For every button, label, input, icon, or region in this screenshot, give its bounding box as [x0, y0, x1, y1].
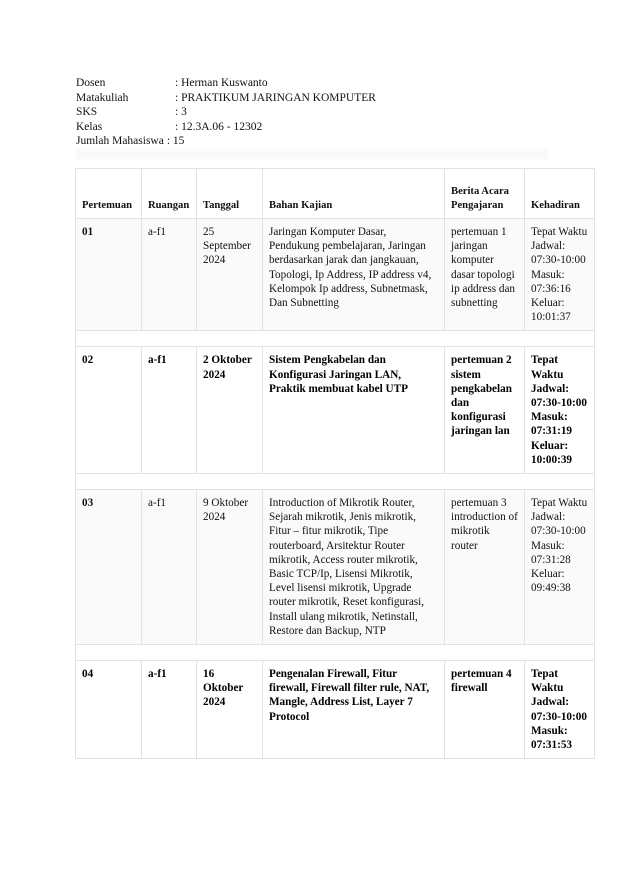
cell-ruangan: a-f1	[142, 661, 197, 759]
dosen-label: Dosen	[76, 77, 106, 89]
table-row	[76, 490, 595, 645]
matakuliah-value: : PRAKTIKUM JARINGAN KOMPUTER	[175, 91, 376, 104]
kelas-value: : 12.3A.06 - 12302	[175, 120, 263, 133]
cell-tanggal: 9 Oktober 2024	[197, 490, 263, 645]
col-header-kehadiran: Kehadiran	[525, 169, 595, 219]
sks-value: : 3	[175, 106, 187, 118]
info-row-matakuliah	[76, 91, 376, 106]
cell-ruangan: a-f1	[142, 347, 197, 474]
cell-tanggal: 2 Oktober 2024	[197, 347, 263, 474]
jumlah-value: : 15	[166, 135, 185, 147]
col-header-bahan-kajian: Bahan Kajian	[263, 169, 445, 219]
row-spacer	[76, 331, 595, 347]
cell-kehadiran: Tepat Waktu Jadwal: 07:30-10:00 Masuk: 07:36:16 Keluar: 10:01:37	[525, 219, 595, 331]
kelas-label: Kelas	[76, 120, 103, 133]
row-spacer-cell	[76, 331, 595, 347]
info-row-sks	[76, 105, 376, 120]
row-spacer	[76, 645, 595, 661]
cell-pertemuan: 03	[76, 490, 142, 645]
jumlah-label: Jumlah Mahasiswa	[76, 135, 164, 147]
cell-ruangan: a-f1	[142, 219, 197, 331]
cell-bahan-kajian: Sistem Pengkabelan dan Konfigurasi Jaringan LAN, Praktik membuat kabel UTP	[263, 347, 445, 474]
sks-label: SKS	[76, 106, 98, 118]
cell-kehadiran: Tepat Waktu Jadwal: 07:30-10:00 Masuk: 07:31:28 Keluar: 09:49:38	[525, 490, 595, 645]
col-header-tanggal: Tanggal	[197, 169, 263, 219]
dosen-value: : Herman Kuswanto	[175, 77, 268, 89]
info-row-dosen	[76, 76, 376, 91]
cell-pertemuan: 02	[76, 347, 142, 474]
col-header-pertemuan: Pertemuan	[76, 169, 142, 219]
col-header-ruangan: Ruangan	[142, 169, 197, 219]
cell-bahan-kajian: Pengenalan Firewall, Fitur firewall, Firewall filter rule, NAT, Mangle, Address List, Layer 7 Protocol	[263, 661, 445, 759]
info-row-kelas	[76, 120, 376, 135]
attendance-table	[75, 168, 595, 759]
cell-pertemuan: 01	[76, 219, 142, 331]
table-header-row	[76, 169, 595, 219]
cell-kehadiran: Tepat Waktu Jadwal: 07:30-10:00 Masuk: 07:31:19 Keluar: 10:00:39	[525, 347, 595, 474]
cell-ruangan: a-f1	[142, 490, 197, 645]
cell-berita-acara: pertemuan 1 jaringan komputer dasar topologi ip address dan subnetting	[445, 219, 525, 331]
cell-pertemuan: 04	[76, 661, 142, 759]
course-info	[76, 76, 376, 149]
cell-kehadiran: Tepat Waktu Jadwal: 07:30-10:00 Masuk: 07:31:53	[525, 661, 595, 759]
cell-tanggal: 25 September 2024	[197, 219, 263, 331]
row-spacer-cell	[76, 645, 595, 661]
cell-bahan-kajian: Jaringan Komputer Dasar, Pendukung pembelajaran, Jaringan berdasarkan jarak dan jangkauan, Topologi, Ip Address, IP address v4, Kelompok Ip address, Subnetmask, Dan Subnetting	[263, 219, 445, 331]
col-header-berita-acara: Berita Acara Pengajaran	[445, 169, 525, 219]
cell-berita-acara: pertemuan 3 introduction of mikrotik router	[445, 490, 525, 645]
matakuliah-label: Matakuliah	[76, 91, 129, 104]
table-row	[76, 219, 595, 331]
row-spacer-cell	[76, 474, 595, 490]
cell-bahan-kajian: Introduction of Mikrotik Router, Sejarah mikrotik, Jenis mikrotik, Fitur – fitur mikrotik, Tipe routerboard, Arsitektur Router mikrotik, Access router mikrotik, Basic TCP/Ip, Lisensi Mikrotik, Level lisensi mikrotik, Upgrade router mikrotik, Reset konfigurasi, Install ulang mikrotik, Netinstall, Restore dan Backup, NTP	[263, 490, 445, 645]
cell-tanggal: 16 Oktober 2024	[197, 661, 263, 759]
cell-berita-acara: pertemuan 4 firewall	[445, 661, 525, 759]
table-row	[76, 347, 595, 474]
row-spacer	[76, 474, 595, 490]
cell-berita-acara: pertemuan 2 sistem pengkabelan dan konfigurasi jaringan lan	[445, 347, 525, 474]
table-row	[76, 661, 595, 759]
info-divider	[76, 147, 548, 163]
